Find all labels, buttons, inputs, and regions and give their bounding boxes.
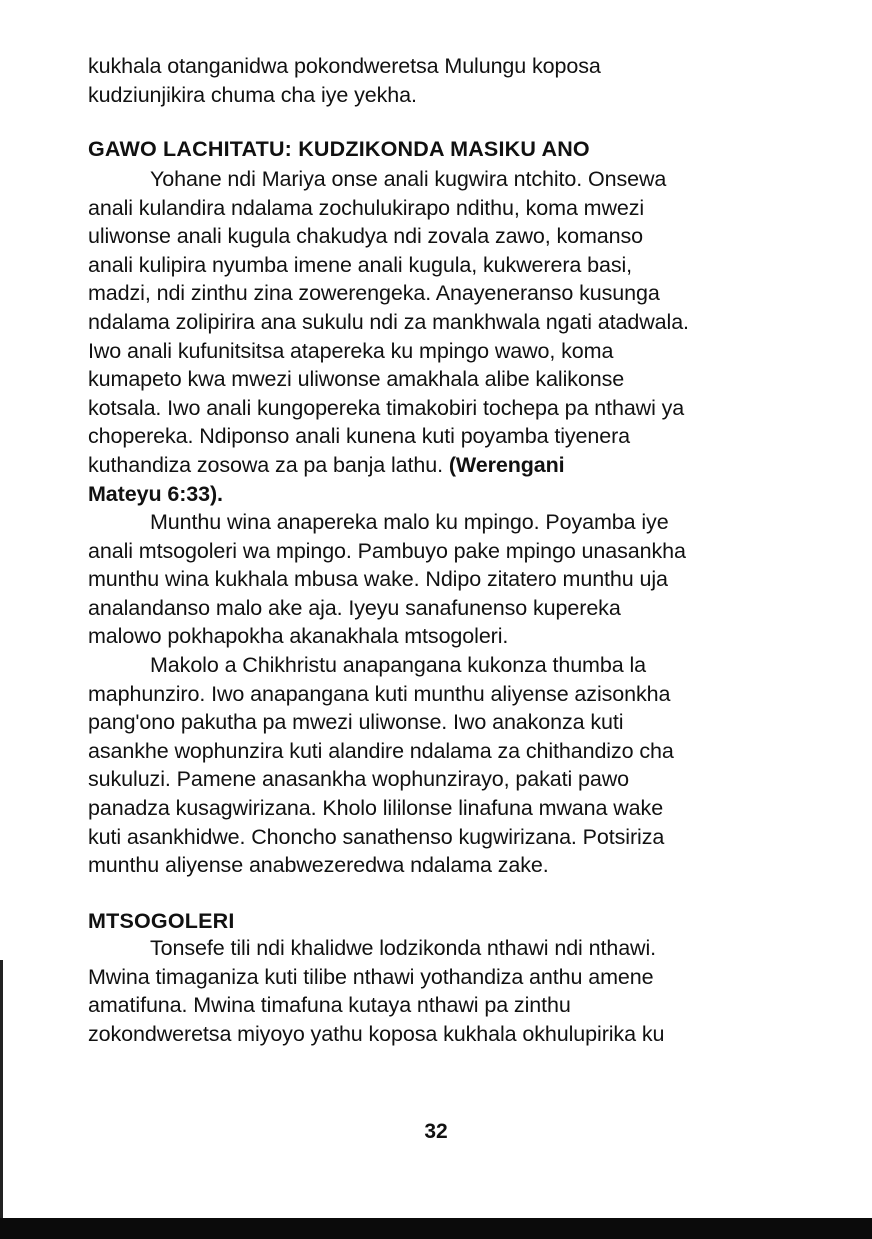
section-heading: GAWO LACHITATU: KUDZIKONDA MASIKU ANO [88, 137, 590, 161]
text-line: maphunziro. Iwo anapangana kuti munthu aliyense azisonkha [88, 681, 671, 706]
text-line: kumapeto kwa mwezi uliwonse amakhala alibe kalikonse [88, 367, 625, 392]
text-line: anali kulandira ndalama zochulukirapo ndithu, koma mwezi [88, 195, 645, 220]
paragraph-3 [88, 651, 818, 880]
scripture-reference: Mateyu 6:33) [88, 481, 218, 506]
text-line: anali mtsogoleri wa mpingo. Pambuyo pake mpingo unasankha [88, 538, 686, 563]
text-fragment: . [217, 481, 223, 506]
scan-edge-left [0, 960, 3, 1230]
text-line: uliwonse anali kugula chakudya ndi zovala zawo, komanso [88, 224, 644, 249]
text-line: malowo pokhapokha akanakhala mtsogoleri. [88, 624, 509, 649]
text-line: sukuluzi. Pamene anasankha wophunzirayo, pakati pawo [88, 767, 630, 792]
text-line: Tonsefe tili ndi khalidwe lodzikonda nthawi ndi nthawi. [150, 936, 657, 960]
text-line [88, 451, 818, 480]
scan-edge-bottom [0, 1218, 872, 1239]
text-line: ndalama zolipirira ana sukulu ndi za mankhwala ngati atadwala. [88, 309, 689, 334]
text-line: munthu aliyense anabwezeredwa ndalama zake. [88, 853, 549, 878]
text-line: madzi, ndi zinthu zina zowerengeka. Anayeneranso kusunga [88, 281, 660, 306]
text-line: amatifuna. Mwina timafuna kutaya nthawi pa zinthu [88, 993, 571, 1018]
subheading: MTSOGOLERI [88, 909, 235, 933]
text-line: kukhala otanganidwa pokondweretsa Mulungu koposa [88, 54, 601, 78]
text-line: asankhe wophunzira kuti alandire ndalama za chithandizo cha [88, 738, 674, 763]
text-fragment: kuthandiza zosowa za pa banja lathu. [88, 452, 449, 477]
text-line: pang'ono pakutha pa mwezi uliwonse. Iwo anakonza kuti [88, 710, 624, 735]
text-line: Yohane ndi Mariya onse anali kugwira ntchito. Onsewa [150, 167, 667, 191]
page-number: 32 [424, 1120, 448, 1143]
scripture-reference-open: (Werengani [448, 452, 565, 477]
text-line: zokondweretsa miyoyo yathu koposa kukhala okhulupirika ku [88, 1021, 665, 1046]
text-line: panadza kusagwirizana. Kholo lililonse linafuna mwana wake [88, 795, 664, 820]
text-line: kudziunjikira chuma cha iye yekha. [88, 82, 417, 107]
paragraph-1 [88, 165, 818, 508]
paragraph-2 [88, 508, 818, 651]
text-line [88, 480, 818, 509]
text-line: chopereka. Ndiponso anali kunena kuti poyamba tiyenera [88, 424, 631, 449]
text-line: anali kulipira nyumba imene anali kugula, kukwerera basi, [88, 252, 633, 277]
text-line: Makolo a Chikhristu anapangana kukonza thumba la [150, 653, 646, 677]
text-line: analandanso malo ake aja. Iyeyu sanafunenso kupereka [88, 595, 621, 620]
paragraph-4 [88, 934, 818, 1048]
text-line: Munthu wina anapereka malo ku mpingo. Poyamba iye [150, 510, 669, 534]
text-line: kuti asankhidwe. Choncho sanathenso kugwirizana. Potsiriza [88, 824, 665, 849]
text-line: kotsala. Iwo anali kungopereka timakobiri tochepa pa nthawi ya [88, 395, 685, 420]
top-paragraph [88, 52, 818, 109]
text-line: Mwina timaganiza kuti tilibe nthawi yothandiza anthu amene [88, 964, 654, 989]
text-line: Iwo anali kufunitsitsa atapereka ku mpingo wawo, koma [88, 338, 614, 363]
text-line: munthu wina kukhala mbusa wake. Ndipo zitatero munthu uja [88, 567, 668, 592]
